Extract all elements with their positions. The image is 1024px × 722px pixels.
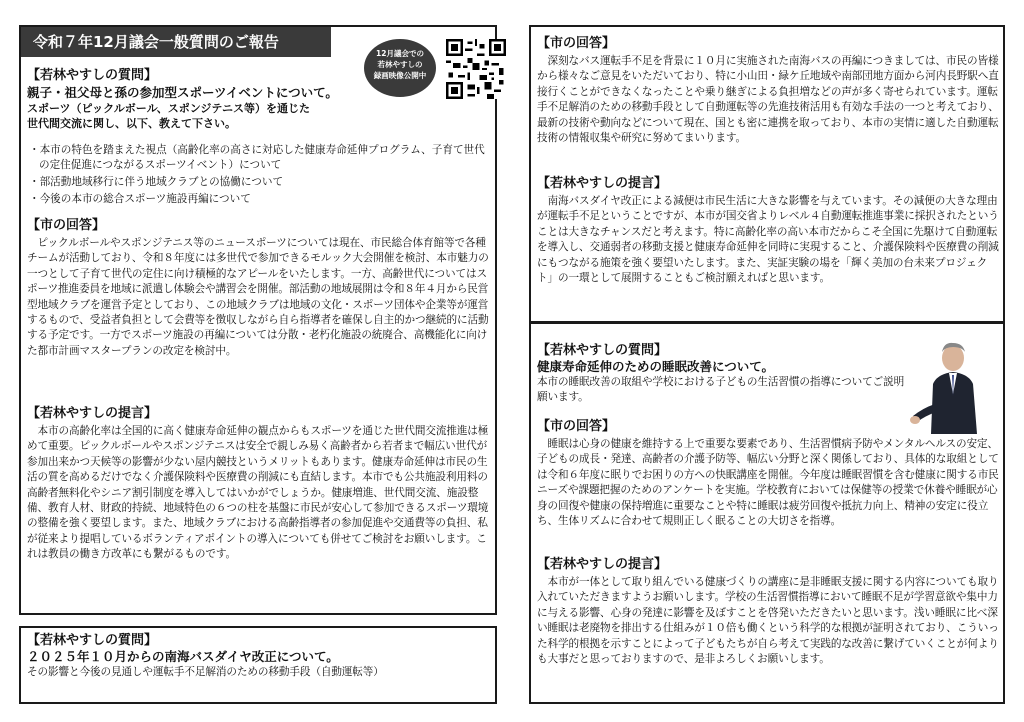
question-title: 健康寿命延伸のための睡眠改善について。 (537, 359, 775, 374)
question-text: 本市の睡眠改善の取組や学校における子どもの生活習慣の指導についてご説明願います。 (537, 376, 905, 404)
badge-line-3: 録画映像公開中 (373, 71, 427, 80)
answer-label: 【市の回答】 (27, 218, 106, 233)
answer-text: ピックルボールやスポンジテニス等のニュースポーツについては現在、市民総合体育館等で各種チームが活動しており、令和８年度には多世代で参加できるモルック大会開催を検討、本市魅力の一つとして子育て世代の定住に向け積極的なアピールをいたします。一方、高齢世代についてはスポーツ推進委員を地域に派遣し体験会や講習会を開催。部活動の地域展開は令和８年４月から民営型地域クラブを運営予定としており、この地域クラブは地域の文化・スポーツ団体や企業等が運営するもので、受益者負担として会費等を徴収しながら自ら指導者を確保し自主的かつ継続的に活動する予定です。一方でスポーツ施設の再編については分散・老朽化施設の統廃合、高機能化に向けた都市計画マスタープランの改定を検討中。 (27, 237, 489, 357)
proposal-label: 【若林やすしの提言】 (27, 406, 158, 421)
proposal-1 (27, 405, 491, 563)
answer-3 (537, 418, 999, 529)
question-label: 【若林やすしの質問】 (27, 633, 158, 648)
question-label: 【若林やすしの質問】 (27, 68, 158, 83)
left-panel (19, 25, 497, 615)
bullet-item: ・今後の本市の総合スポーツ施設再編について (29, 193, 251, 205)
question-1-header (27, 67, 357, 84)
proposal-label: 【若林やすしの提言】 (537, 557, 668, 572)
right-top-panel (529, 25, 1005, 323)
badge-line-1: 12月議会での (376, 49, 424, 58)
proposal-label: 【若林やすしの提言】 (537, 176, 668, 191)
answer-label: 【市の回答】 (537, 419, 616, 434)
question-1 (27, 85, 489, 131)
badge-line-2: 若林やすしの (377, 60, 423, 69)
answer-1 (27, 217, 491, 359)
question-title: ２０２５年１０月からの南海バスダイヤ改正について。 (27, 649, 339, 664)
proposal-text: 本市の高齢化率は全国的に高く健康寿命延伸の観点からもスポーツを通じた世代間交流推進は極めて重要。ピックルボールやスポンジテニスは安全で親しみ易く高齢者から若者まで幅広い世代が参加出来かつ天候等の影響が少ない屋内競技というメリットもあります。健康寿命延伸は市民の生活の質を高めるだけでなく介護保険料や医療費の削減にも直結します。本市でも公共施設利用料の高齢者無料化やシニア割引制度を導入してはいかがでしょうか。健康増進、世代間交流、施設整備、教育人材、財政的持続、地域特色の６つの柱を基盤に市民が安心して参加できるスポーツ環境の整備を強く要望します。また、地域クラブにおける高齢指導者の参加促進や交通費等の負担、私が従来より提唱しているボランティアポイントの導入についても併せてご検討をお願いします。これは教員の働き方改革にも繋がるものです。 (27, 425, 489, 561)
bullet-item: ・部活動地域移行に伴う地域クラブとの協働について (29, 176, 284, 188)
question-title: 親子・祖父母と孫の参加型スポーツイベントについて。 (27, 85, 338, 100)
proposal-text: 本市が一体として取り組んでいる健康づくりの講座に是非睡眠支援に関する内容についても取り入れていただきますようお願いします。学校の生活習慣指導において睡眠不足が学習意欲や集中力に与える影響、心身の発達に影響を及ぼすことを啓発いただきたいと思います。浅い睡眠に比べ深い睡眠は老廃物を排出する仕組みが１０倍も働くという科学的な根拠が証明されており、こういった科学的根拠を示すことによって子どもたちが自ら考えて実践的な改善に繋げていくことが何よりも大事だと思っておりますので、是非よろしくお願いします。 (537, 576, 999, 666)
proposal-3 (537, 556, 999, 667)
answer-2 (537, 35, 999, 146)
bullet-item: ・本市の特色を踏まえた視点（高齢化率の高さに対応した健康寿命延伸プログラム、子育て世代の定住促進につながるスポーツイベント）について (29, 144, 485, 171)
proposal-2 (537, 175, 999, 286)
question-subtitle-2: 世代間交流に関し、以下、教えて下さい。 (27, 117, 236, 130)
question-bullets (29, 143, 491, 207)
answer-text: 睡眠は心身の健康を維持する上で重要な要素であり、生活習慣病予防やメンタルヘルスの安定、子どもの成長・発達、高齢者の介護予防等、幅広い分野と深く関係しており、具体的な取組としては令和６年度に眠りでお困りの方への快眠講座を開催。今年度は睡眠習慣を含む健康に関する市民ニーズや課題把握のためのアンケートを実施。学校教育においては保健等の授業で休養や睡眠が心身の回復や健康の保持増進に重要なことや特に睡眠は疲労回復や抵抗力向上、精神の安定に役立ち、生体リズムに合わせて規則正しく眠ることの大切さを指導。 (537, 438, 999, 528)
answer-label: 【市の回答】 (537, 36, 616, 51)
right-bottom-panel (529, 322, 1005, 704)
question-text: その影響と今後の見通しや運転手不足解消のための移動手段（自動運転等） (27, 666, 384, 678)
question-2 (27, 632, 491, 680)
question-3 (537, 342, 907, 406)
left-bottom-panel (19, 626, 497, 704)
question-subtitle-1: スポーツ（ピックルボール、スポンジテニス等）を通じた (27, 102, 310, 115)
page-title: 令和７年12月議会一般質問のご報告 (21, 27, 331, 57)
question-label: 【若林やすしの質問】 (537, 343, 668, 358)
proposal-text: 南海バスダイヤ改正による減便は市民生活に大きな影響を与えています。その減便の大きな理由が運転手不足ということですが、本市が国交省よりレベル４自動運転推進事業に採択されたということは大きなチャンスだと考えます。特に高齢化率の高い本市だからこそ全国に先駆けて自動運転を導入し、交通弱者の移動支援と健康寿命延伸を同時に実現すること、介護保険料や医療費の削減にもつながる施策を強く要望いたします。また、実証実験の場を「輝く美加の台未来プロジェクト」の一環として展開することもご検討願えればと思います。 (537, 195, 999, 285)
answer-text: 深刻なバス運転手不足を背景に１０月に実施された南海バスの再編につきましては、市民の皆様から様々なご意見をいただいており、特に小山田・緑ケ丘地域や南部団地方面から河内長野駅へ直接行くことができなくなったことや乗り継ぎによる負担増などの声が多く寄せられています。運転手不足解消のための移動手段として自動運転等の先進技術活用も有効な手法の一つと考えており、最新の技術や動向などについて現在、国とも密に連携を取っており、本市の実情に適した自動運転技術の情報収集や研究に努めてまいります。 (537, 55, 999, 145)
